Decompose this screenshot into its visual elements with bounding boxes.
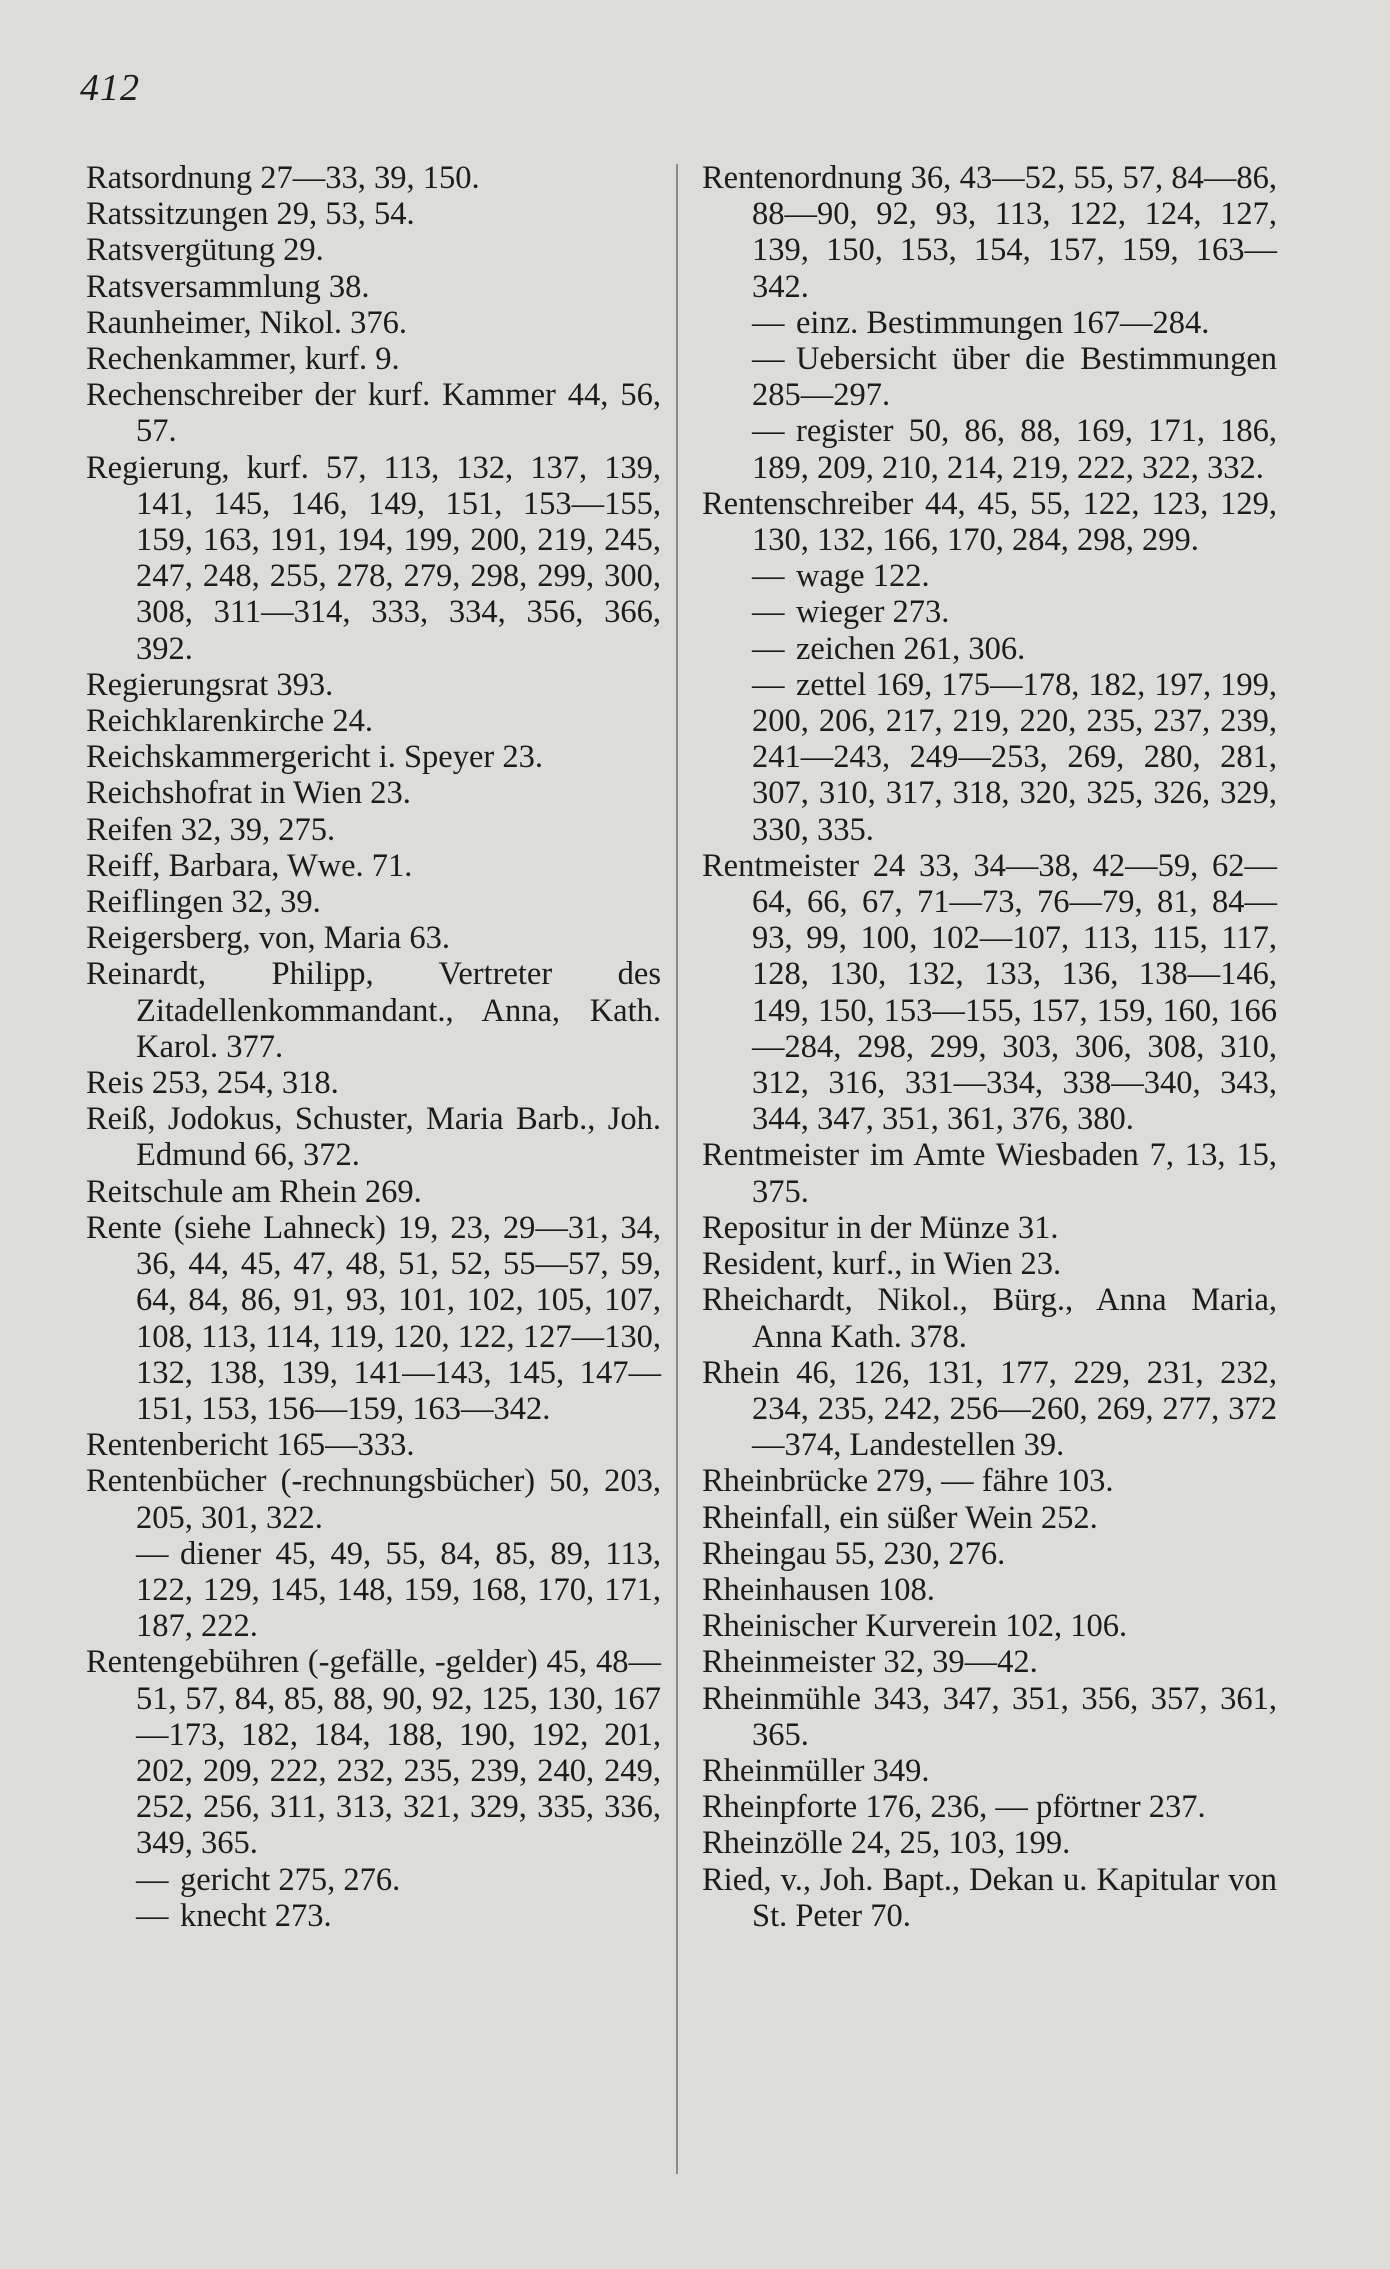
- entry-text: Ratsvergütung 29.: [86, 232, 324, 269]
- index-subentry: [702, 631, 1277, 667]
- entry-text: Rheinmüller 349.: [702, 1752, 930, 1789]
- ditto-dash: —: [136, 1861, 169, 1898]
- entry-text: Rechenschreiber der kurf. Kammer 44, 56, 57.: [86, 377, 661, 450]
- index-subentry: [86, 1898, 661, 1934]
- entry-text: Reigersberg, von, Maria 63.: [86, 920, 451, 957]
- index-entry: [86, 956, 661, 1065]
- entry-text: Rheinpforte 176, 236, — pförtner 237.: [702, 1789, 1206, 1826]
- ditto-dash: —: [752, 304, 785, 341]
- index-entry: [86, 775, 661, 811]
- entry-text: Rheinfall, ein süßer Wein 252.: [702, 1499, 1098, 1536]
- index-subentry: [702, 413, 1277, 485]
- index-subentry: [86, 1862, 661, 1898]
- index-entry: [86, 1174, 661, 1210]
- entry-text: Rentenbücher (-rechnungsbücher) 50, 203, 205, 301, 322.: [86, 1463, 661, 1536]
- index-entry: [86, 232, 661, 268]
- index-entry: [702, 1500, 1277, 1536]
- entry-text: Reiff, Barbara, Wwe. 71.: [86, 847, 413, 884]
- index-entry: [86, 160, 661, 196]
- entry-text: Ratssitzungen 29, 53, 54.: [86, 196, 415, 233]
- entry-text: Regierungsrat 393.: [86, 666, 334, 703]
- entry-text: Rheinmühle 343, 347, 351, 356, 357, 361, 365.: [702, 1680, 1277, 1753]
- index-subentry: [702, 341, 1277, 413]
- index-entry: [86, 1101, 661, 1173]
- entry-text: Reichskammergericht i. Speyer 23.: [86, 739, 543, 776]
- index-subentry: [86, 1536, 661, 1645]
- entry-text: Rheichardt, Nikol., Bürg., Anna Maria, Anna Kath. 378.: [702, 1282, 1277, 1355]
- index-entry: [702, 1210, 1277, 1246]
- index-subentry: [702, 305, 1277, 341]
- ditto-dash: —: [752, 594, 785, 631]
- index-entry: [86, 884, 661, 920]
- index-subentry: [702, 558, 1277, 594]
- entry-text: gericht 275, 276.: [180, 1861, 401, 1898]
- index-entry: [86, 269, 661, 305]
- index-entry: [702, 160, 1277, 305]
- index-entry: [86, 920, 661, 956]
- entry-text: Resident, kurf., in Wien 23.: [702, 1246, 1062, 1283]
- entry-text: diener 45, 49, 55, 84, 85, 89, 113, 122, 129, 145, 148, 159, 168, 170, 171, 187, 222.: [136, 1535, 661, 1645]
- index-entry: [702, 1536, 1277, 1572]
- index-entry: [702, 1355, 1277, 1464]
- entry-text: zeichen 261, 306.: [796, 630, 1026, 667]
- index-entry: [86, 703, 661, 739]
- entry-text: Rheinhausen 108.: [702, 1571, 935, 1608]
- index-entry: [86, 848, 661, 884]
- entry-text: zettel 169, 175—178, 182, 197, 199, 200, 206, 217, 219, 220, 235, 237, 239, 241—243, 249—253, 269, 280, 281, 307, 310, 317, 318, 320, 325, 326, 329, 330, 335.: [752, 666, 1277, 848]
- index-column-left: [86, 160, 661, 1934]
- entry-text: Rentenbericht 165—333.: [86, 1427, 415, 1464]
- index-entry: [702, 486, 1277, 558]
- entry-text: Rentenordnung 36, 43—52, 55, 57, 84—86, 88—90, 92, 93, 113, 122, 124, 127, 139, 150, 153, 154, 157, 159, 163—342.: [702, 160, 1277, 305]
- index-column-right: [702, 160, 1277, 1934]
- entry-text: Ratsversammlung 38.: [86, 268, 370, 305]
- entry-text: Regierung, kurf. 57, 113, 132, 137, 139, 141, 145, 146, 149, 151, 153—155, 159, 163, 191, 194, 199, 200, 219, 245, 247, 248, 255, 278, 279, 298, 299, 300, 308, 311—314, 333, 334, 356, 366, 392.: [86, 449, 661, 667]
- index-entry: [702, 1862, 1277, 1934]
- entry-text: register 50, 86, 88, 169, 171, 186, 189, 209, 210, 214, 219, 222, 322, 332.: [752, 413, 1277, 486]
- index-entry: [702, 1753, 1277, 1789]
- index-entry: [86, 1463, 661, 1535]
- entry-text: Reichshofrat in Wien 23.: [86, 775, 411, 812]
- index-entry: [702, 848, 1277, 1138]
- index-entry: [702, 1572, 1277, 1608]
- entry-text: einz. Bestimmungen 167—284.: [796, 304, 1210, 341]
- index-entry: [86, 739, 661, 775]
- entry-text: Ried, v., Joh. Bapt., Dekan u. Kapitular von St. Peter 70.: [702, 1861, 1277, 1934]
- ditto-dash: —: [752, 666, 785, 703]
- entry-text: Reifen 32, 39, 275.: [86, 811, 336, 848]
- index-entry: [86, 305, 661, 341]
- index-entry: [86, 450, 661, 667]
- entry-text: Uebersicht über die Bestimmungen 285—297.: [752, 341, 1277, 414]
- entry-text: Rentenschreiber 44, 45, 55, 122, 123, 129, 130, 132, 166, 170, 284, 298, 299.: [702, 485, 1277, 559]
- index-entry: [702, 1789, 1277, 1825]
- entry-text: Ratsordnung 27—33, 39, 150.: [86, 160, 480, 196]
- entry-text: Reinardt, Philipp, Vertreter des Zitadellenkommandant., Anna, Kath. Karol. 377.: [86, 956, 661, 1065]
- index-subentry: [702, 594, 1277, 630]
- entry-text: Rheinzölle 24, 25, 103, 199.: [702, 1825, 1071, 1862]
- entry-text: wage 122.: [796, 558, 930, 595]
- entry-text: Raunheimer, Nikol. 376.: [86, 304, 407, 341]
- entry-text: Rheinischer Kurverein 102, 106.: [702, 1608, 1128, 1645]
- entry-text: Rheinbrücke 279, — fähre 103.: [702, 1463, 1114, 1500]
- index-subentry: [702, 667, 1277, 848]
- entry-text: knecht 273.: [180, 1897, 332, 1934]
- ditto-dash: —: [752, 413, 785, 450]
- entry-text: Rentengebühren (-gefälle, -gelder) 45, 48—51, 57, 84, 85, 88, 90, 92, 125, 130, 167—173, 182, 184, 188, 190, 192, 201, 202, 209, 222, 232, 235, 239, 240, 249, 252, 256, 311, 313, 321, 329, 335, 336, 349, 365.: [86, 1644, 661, 1862]
- entry-text: Rentmeister im Amte Wiesbaden 7, 13, 15, 375.: [702, 1137, 1277, 1210]
- entry-text: Reis 253, 254, 318.: [86, 1065, 339, 1102]
- index-entry: [86, 196, 661, 232]
- index-entry: [702, 1463, 1277, 1499]
- index-entry: [702, 1825, 1277, 1861]
- ditto-dash: —: [752, 558, 785, 595]
- entry-text: Rente (siehe Lahneck) 19, 23, 29—31, 34, 36, 44, 45, 47, 48, 51, 52, 55—57, 59, 64, 84, 86, 91, 93, 101, 102, 105, 107, 108, 113, 114, 119, 120, 122, 127—130, 132, 138, 139, 141—143, 145, 147—151, 153, 156—159, 163—342.: [86, 1209, 661, 1427]
- entry-text: Repositur in der Münze 31.: [702, 1209, 1059, 1246]
- ditto-dash: —: [752, 341, 785, 378]
- index-entry: [86, 377, 661, 449]
- entry-text: Rechenkammer, kurf. 9.: [86, 341, 400, 378]
- index-entry: [702, 1282, 1277, 1354]
- ditto-dash: —: [136, 1897, 169, 1934]
- entry-text: Rheinmeister 32, 39—42.: [702, 1644, 1038, 1681]
- index-entry: [702, 1644, 1277, 1680]
- index-entry: [702, 1681, 1277, 1753]
- entry-text: Rhein 46, 126, 131, 177, 229, 231, 232, 234, 235, 242, 256—260, 269, 277, 372—374, Landestellen 39.: [702, 1354, 1277, 1464]
- index-entry: [702, 1137, 1277, 1209]
- index-entry: [702, 1246, 1277, 1282]
- index-entry: [86, 341, 661, 377]
- entry-text: Reiß, Jodokus, Schuster, Maria Barb., Joh. Edmund 66, 372.: [86, 1101, 661, 1174]
- index-entry: [702, 1608, 1277, 1644]
- page-number: 412: [80, 67, 140, 109]
- ditto-dash: —: [136, 1535, 169, 1572]
- index-entry: [86, 1644, 661, 1861]
- entry-text: Reichklarenkirche 24.: [86, 703, 373, 740]
- entry-text: Rheingau 55, 230, 276.: [702, 1535, 1006, 1572]
- index-entry: [86, 667, 661, 703]
- ditto-dash: —: [752, 630, 785, 667]
- index-entry: [86, 812, 661, 848]
- index-entry: [86, 1210, 661, 1427]
- entry-text: Rentmeister 24 33, 34—38, 42—59, 62—64, 66, 67, 71—73, 76—79, 81, 84—93, 99, 100, 102—107, 113, 115, 117, 128, 130, 132, 133, 136, 138—146, 149, 150, 153—155, 157, 159, 160, 166—284, 298, 299, 303, 306, 308, 310, 312, 316, 331—334, 338—340, 343, 344, 347, 351, 361, 376, 380.: [702, 847, 1277, 1138]
- entry-text: Reitschule am Rhein 269.: [86, 1173, 422, 1210]
- index-entry: [86, 1427, 661, 1463]
- entry-text: Reiflingen 32, 39.: [86, 884, 321, 921]
- entry-text: wieger 273.: [796, 594, 950, 631]
- column-divider: [676, 164, 678, 2174]
- index-entry: [86, 1065, 661, 1101]
